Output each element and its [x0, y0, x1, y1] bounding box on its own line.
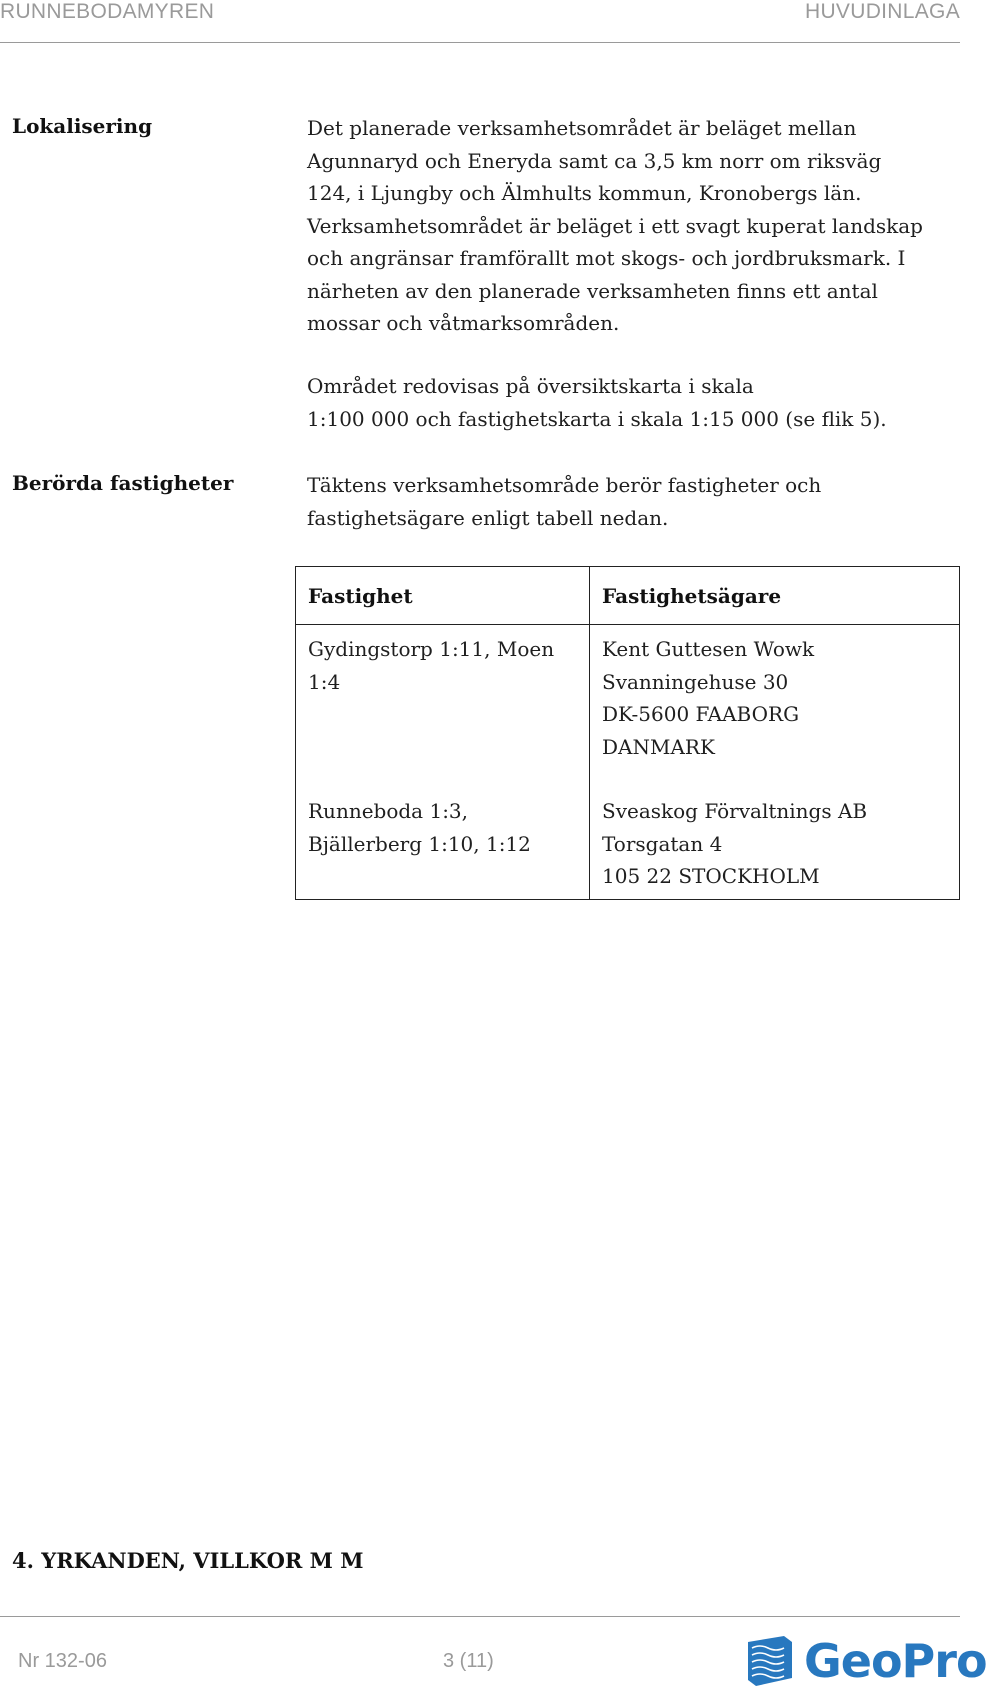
text-line: 124, i Ljungby och Älmhults kommun, Kronobergs län.: [307, 181, 862, 205]
cell-line: 1:4: [308, 669, 341, 694]
text-line: och angränsar framförallt mot skogs- och jordbruksmark. I: [307, 246, 906, 270]
text-line: Området redovisas på översiktskarta i skala: [307, 374, 754, 398]
cell-line: 105 22 STOCKHOLM: [602, 864, 820, 888]
map-scale-paragraph: [307, 370, 947, 435]
text-line: Det planerade verksamhetsområdet är beläget mellan: [307, 116, 857, 140]
text-line: Täktens verksamhetsområde berör fastigheter och: [307, 473, 822, 497]
column-header-fastighet: Fastighet: [296, 567, 590, 625]
footer-divider: [0, 1616, 960, 1617]
text-line: närheten av den planerade verksamheten finns ett antal: [307, 278, 878, 303]
cell-line: Kent Guttesen Wowk: [602, 637, 815, 661]
property-table: [295, 566, 960, 900]
header-left-title: RUNNEBODAMYREN: [0, 0, 215, 23]
cell-line: DK-5600 FAABORG: [602, 702, 800, 726]
text-line: Agunnaryd och Eneryda samt ca 3,5 km norr om riksväg: [307, 148, 882, 173]
text-line: Verksamhetsområdet är beläget i ett svagt kuperat landskap: [307, 213, 923, 238]
cell-line: Gydingstorp 1:11, Moen: [308, 637, 555, 661]
cell-line: Svanningehuse 30: [602, 669, 789, 694]
agare-cell: [590, 795, 960, 899]
cell-line: Runneboda 1:3,: [308, 799, 469, 823]
section-heading: 4. YRKANDEN, VILLKOR M M: [12, 1548, 364, 1573]
fastighet-cell: [296, 625, 590, 796]
text-line: 1:100 000 och fastighetskarta i skala 1:15 000 (se flik 5).: [307, 406, 887, 431]
cell-line: DANMARK: [602, 734, 715, 759]
text-line: mossar och våtmarksområden.: [307, 311, 620, 335]
logo-wordmark: GeoPro: [804, 1634, 987, 1688]
header-right-title: HUVUDINLAGA: [805, 0, 960, 23]
header-divider: [0, 42, 960, 43]
cell-line: Bjällerberg 1:10, 1:12: [308, 831, 531, 856]
text-line: fastighetsägare enligt tabell nedan.: [307, 505, 669, 530]
cell-line: Torsgatan 4: [602, 831, 723, 856]
agare-cell: [590, 625, 960, 796]
geopro-logo-mark-icon: [742, 1632, 802, 1690]
berorda-paragraph: [307, 469, 947, 534]
fastighet-cell: [296, 795, 590, 899]
page-number: 3 (11): [443, 1650, 494, 1672]
lokalisering-label: Lokalisering: [12, 114, 153, 138]
lokalisering-paragraph: [307, 112, 947, 340]
berorda-fastigheter-label: Berörda fastigheter: [12, 471, 234, 495]
document-number: Nr 132-06: [18, 1650, 107, 1672]
geopro-logo: [742, 1632, 987, 1690]
table-row: [296, 795, 960, 899]
cell-line: Sveaskog Förvaltnings AB: [602, 799, 868, 823]
column-header-fastighetsagare: Fastighetsägare: [590, 567, 960, 625]
table-header-row: [296, 567, 960, 625]
table-row: [296, 625, 960, 796]
